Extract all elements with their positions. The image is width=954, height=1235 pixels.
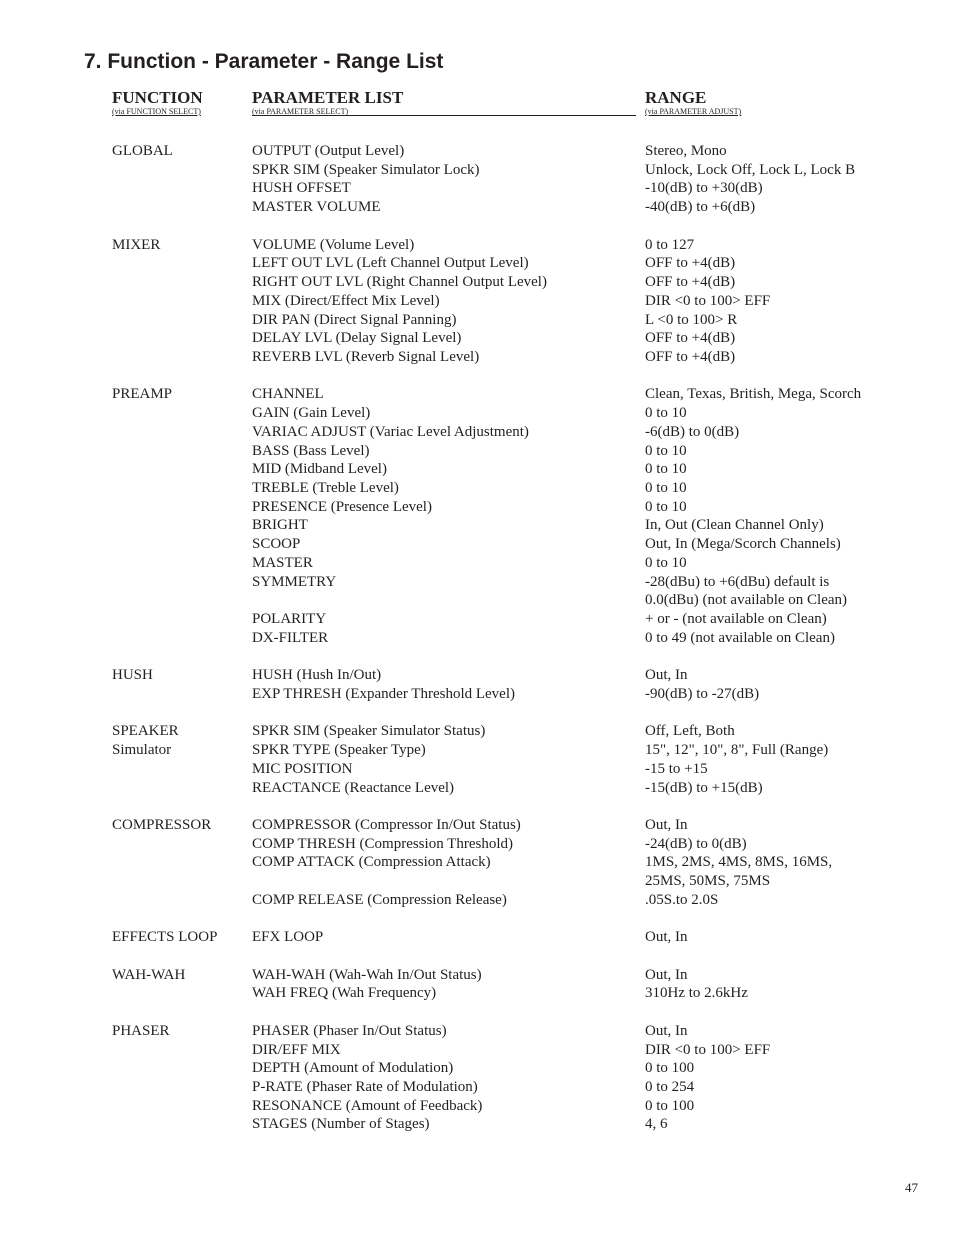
range-cell: -40(dB) to +6(dB)	[645, 199, 756, 216]
range-cell: 0 to 254	[645, 1079, 695, 1095]
range-header-label: RANGE	[645, 88, 707, 107]
range-cell: 0 to 10	[645, 442, 687, 459]
range-cell: DIR <0 to 100> EFF	[645, 1041, 771, 1058]
function-cell: SPEAKER	[112, 723, 179, 740]
parameter-cell: EFX LOOP	[252, 929, 324, 946]
parameter-cell: BASS (Bass Level)	[252, 442, 370, 459]
range-cell: OFF to +4(dB)	[645, 348, 736, 365]
parameter-cell: SPKR SIM (Speaker Simulator Lock)	[252, 161, 480, 178]
function-cell: GLOBAL	[112, 143, 173, 159]
parameter-cell: SPKR SIM (Speaker Simulator Status)	[252, 723, 486, 740]
function-cell: COMPRESSOR	[112, 816, 212, 833]
range-cell: -24(dB) to 0(dB)	[645, 835, 747, 852]
range-header-sub: (via PARAMETER ADJUST)	[645, 107, 742, 116]
range-cell: Off, Left, Both	[645, 723, 735, 740]
parameter-cell: DELAY LVL (Delay Signal Level)	[252, 330, 462, 347]
parameter-cell: PHASER (Phaser In/Out Status)	[252, 1022, 447, 1039]
parameter-cell: VOLUME (Volume Level)	[252, 236, 415, 253]
parameter-cell: SPKR TYPE (Speaker Type)	[252, 742, 426, 758]
parameter-cell: TREBLE (Treble Level)	[252, 480, 399, 496]
range-cell: 0 to 127	[645, 236, 695, 253]
range-cell: Out, In	[645, 816, 688, 833]
range-cell: OFF to +4(dB)	[645, 255, 736, 272]
range-cell: -28(dBu) to +6(dBu) default is	[645, 573, 830, 590]
function-cell: HUSH	[112, 667, 153, 684]
parameter-cell: PRESENCE (Presence Level)	[252, 498, 432, 515]
parameter-cell: DEPTH (Amount of Modulation)	[252, 1060, 454, 1077]
parameter-cell: MID (Midband Level)	[252, 461, 387, 478]
parameter-column-header	[252, 88, 403, 116]
range-cell: Out, In	[645, 929, 688, 946]
parameter-cell: MIC POSITION	[252, 760, 353, 777]
range-cell: 310Hz to 2.6kHz	[645, 985, 748, 1002]
range-cell: Out, In (Mega/Scorch Channels)	[645, 536, 841, 553]
parameter-cell: STAGES (Number of Stages)	[252, 1116, 430, 1133]
parameter-cell: HUSH (Hush In/Out)	[252, 667, 382, 684]
range-cell: 0 to 10	[645, 480, 687, 496]
parameter-cell: LEFT OUT LVL (Left Channel Output Level)	[252, 255, 529, 272]
range-cell: 0 to 10	[645, 554, 687, 571]
page-number: 47	[905, 1180, 918, 1195]
range-cell: 0.0(dBu) (not available on Clean)	[645, 592, 848, 609]
page-title: 7. Function - Parameter - Range List	[84, 50, 444, 73]
parameter-cell: MIX (Direct/Effect Mix Level)	[252, 292, 440, 309]
range-cell: DIR <0 to 100> EFF	[645, 292, 771, 309]
function-header-sub: (via FUNCTION SELECT)	[112, 107, 201, 116]
parameter-cell: P-RATE (Phaser Rate of Modulation)	[252, 1079, 478, 1095]
range-cell: Clean, Texas, British, Mega, Scorch	[645, 386, 862, 403]
function-cell: PHASER	[112, 1022, 170, 1039]
parameter-header-sub: (via PARAMETER SELECT)	[252, 107, 349, 116]
parameter-cell: SYMMETRY	[252, 573, 337, 590]
range-cell: Out, In	[645, 667, 688, 684]
parameter-cell: DIR PAN (Direct Signal Panning)	[252, 311, 457, 328]
parameter-cell: BRIGHT	[252, 517, 308, 534]
range-cell: 0 to 10	[645, 461, 687, 478]
range-cell: OFF to +4(dB)	[645, 330, 736, 347]
parameter-cell: CHANNEL	[252, 386, 324, 403]
parameter-cell: RESONANCE (Amount of Feedback)	[252, 1097, 483, 1114]
range-cell: -6(dB) to 0(dB)	[645, 423, 740, 440]
parameter-header-label: PARAMETER LIST	[252, 88, 404, 107]
range-cell: Out, In	[645, 966, 688, 983]
range-cell: 0 to 10	[645, 498, 687, 515]
parameter-cell: COMPRESSOR (Compressor In/Out Status)	[252, 816, 521, 833]
parameter-cell: DX-FILTER	[252, 629, 329, 646]
parameter-cell: OUTPUT (Output Level)	[252, 143, 405, 159]
range-cell: -90(dB) to -27(dB)	[645, 685, 760, 702]
parameter-cell: HUSH OFFSET	[252, 180, 351, 197]
range-cell: In, Out (Clean Channel Only)	[645, 517, 824, 534]
parameter-cell: COMP ATTACK (Compression Attack)	[252, 854, 491, 871]
parameter-cell: MASTER VOLUME	[252, 199, 381, 216]
range-cell: -15 to +15	[645, 760, 708, 777]
range-cell: 1MS, 2MS, 4MS, 8MS, 16MS,	[645, 854, 833, 871]
parameter-cell: WAH-WAH (Wah-Wah In/Out Status)	[252, 966, 482, 983]
parameter-cell: EXP THRESH (Expander Threshold Level)	[252, 685, 516, 702]
range-cell: -15(dB) to +15(dB)	[645, 779, 763, 796]
range-cell: -10(dB) to +30(dB)	[645, 180, 763, 197]
parameter-cell: COMP RELEASE (Compression Release)	[252, 891, 507, 908]
parameter-cell: DIR/EFF MIX	[252, 1041, 341, 1058]
function-cell: MIXER	[112, 236, 161, 253]
range-cell: 4, 6	[645, 1116, 668, 1133]
range-cell: + or - (not available on Clean)	[645, 611, 827, 627]
parameter-cell: REACTANCE (Reactance Level)	[252, 779, 455, 796]
range-cell: L <0 to 100> R	[645, 311, 738, 328]
parameter-cell: RIGHT OUT LVL (Right Channel Output Level)	[252, 274, 547, 290]
function-header-label: FUNCTION	[112, 88, 203, 107]
function-column-header	[112, 88, 203, 116]
range-cell: Unlock, Lock Off, Lock L, Lock B	[645, 161, 856, 178]
header-divider	[252, 115, 636, 116]
range-cell: OFF to +4(dB)	[645, 274, 736, 290]
parameter-cell: REVERB LVL (Reverb Signal Level)	[252, 348, 480, 365]
range-cell: Stereo, Mono	[645, 143, 727, 159]
range-cell: 25MS, 50MS, 75MS	[645, 873, 771, 890]
range-cell: 15", 12", 10", 8", Full (Range)	[645, 742, 829, 758]
parameter-cell: MASTER	[252, 554, 313, 571]
range-cell: 0 to 100	[645, 1097, 695, 1114]
parameter-cell: POLARITY	[252, 611, 327, 627]
range-cell: 0 to 100	[645, 1060, 695, 1077]
range-cell: 0 to 49 (not available on Clean)	[645, 629, 835, 646]
parameter-cell: VARIAC ADJUST (Variac Level Adjustment)	[252, 423, 529, 440]
parameter-cell: GAIN (Gain Level)	[252, 405, 371, 422]
function-cell: Simulator	[112, 742, 172, 758]
parameter-cell: WAH FREQ (Wah Frequency)	[252, 985, 437, 1002]
function-cell: PREAMP	[112, 386, 173, 403]
range-cell: 0 to 10	[645, 405, 687, 422]
function-cell: EFFECTS LOOP	[112, 929, 218, 946]
range-column-header	[645, 88, 741, 116]
parameter-cell: SCOOP	[252, 536, 301, 553]
range-cell: Out, In	[645, 1022, 688, 1039]
range-cell: .05S.to 2.0S	[645, 891, 719, 908]
function-cell: WAH-WAH	[112, 966, 186, 983]
parameter-cell: COMP THRESH (Compression Threshold)	[252, 835, 513, 852]
